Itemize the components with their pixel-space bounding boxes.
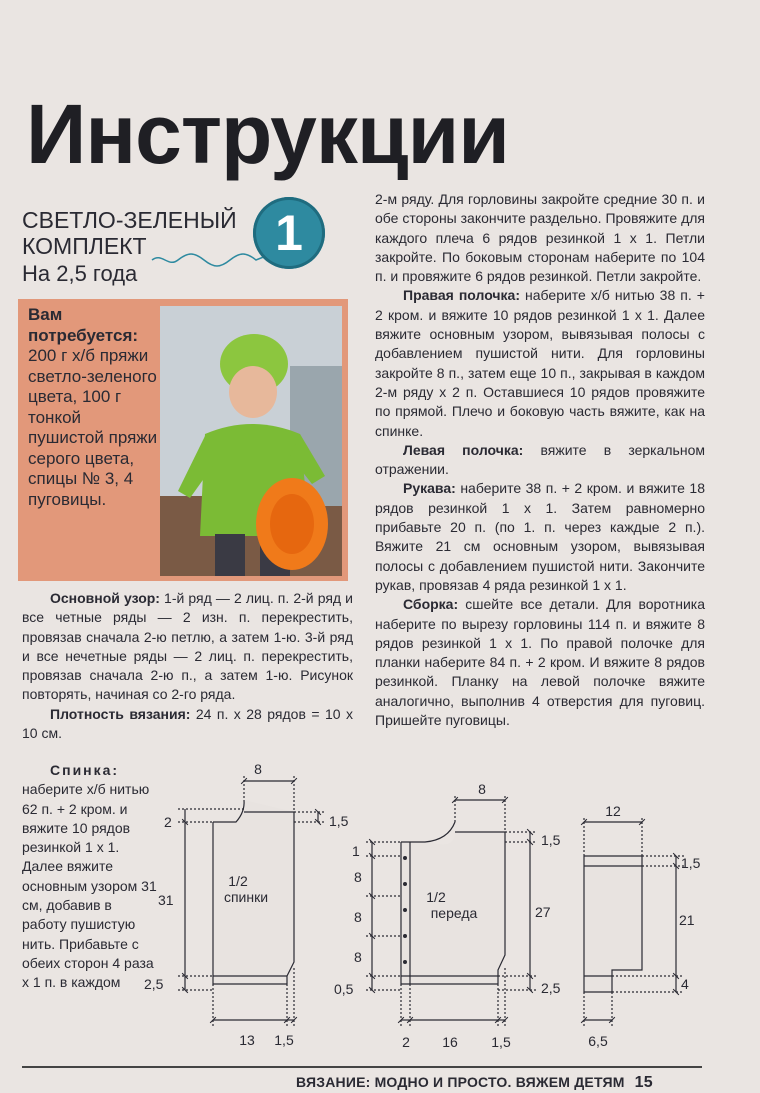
front-label-name: переда	[430, 905, 478, 921]
front-seg5: 0,5	[334, 981, 354, 997]
back-text: наберите х/б нитью 62 п. + 2 кром. и вяжите 10 рядов резинкой 1 х 1. Далее вяжите основным узором 31 см, добавив в работу пушистую нить. Прибавьте с обеих сторон 4 раза х 1 п. в каждом	[22, 781, 157, 991]
back-top-width: 8	[254, 761, 262, 777]
footer	[296, 1074, 653, 1092]
back-continued-paragraph: 2-м ряду. Для горловины закройте средние 30 п. и обе стороны закончите раздельно. Провяжите для каждого плеча 6 рядов резинкой 1 х 1. Петли закройте. По боковым сторонам наберите по 104 п. и провяжите 6 рядов резинкой. Петли закройте.	[375, 191, 705, 285]
materials-list: 200 г х/б пряжи светло-зеленого цвета, 100 г тонкой пушистой пряжи серого цвета, спицы № 3, 4 пуговицы.	[28, 346, 158, 509]
back-bottom-right: 1,5	[274, 1032, 294, 1048]
back-label-fraction: 1/2	[228, 873, 248, 889]
front-top-width: 8	[478, 781, 486, 797]
left-front-label: Левая полочка:	[403, 441, 524, 458]
back-left-top: 2	[164, 814, 172, 830]
back-bottom-left: 2,5	[144, 976, 164, 992]
density-text: 24 п. х 28 рядов = 10 х 10 см.	[22, 705, 353, 742]
right-front-label: Правая полочка:	[403, 287, 520, 304]
assembly-label: Сборка:	[403, 596, 459, 613]
front-seg3: 8	[354, 909, 362, 925]
front-bottom-right: 1,5	[491, 1034, 511, 1050]
sleeve-height: 21	[679, 912, 695, 928]
sleeve-cuff: 4	[681, 976, 689, 992]
front-bottom-left: 2	[402, 1034, 410, 1050]
sleeve-top-width: 12	[605, 803, 621, 819]
back-bottom-width: 13	[239, 1032, 255, 1048]
sleeves-label: Рукава:	[403, 480, 456, 497]
front-bottom-width: 16	[442, 1034, 458, 1050]
section-number: 1	[275, 205, 303, 261]
pattern-text: 1-й ряд — 2 лиц. п. 2-й ряд и все четные ряды — 2 изн. п. перекрестить, провязав сначала 2-ю петлю, а затем 1-ю. 3-й ряд и все нечетные ряды — 2 лиц. п. перекрестить, провязав сначала 2-ю п., а затем 1-ю. Рисунок повторять, начиная со 2-го ряда.	[22, 590, 353, 703]
front-bottom-right-height: 2,5	[541, 980, 561, 996]
section-name-line2: КОМПЛЕКТ	[22, 233, 147, 259]
sleeve-diagram	[584, 818, 684, 1026]
sleeve-right-top: 1,5	[681, 855, 701, 871]
front-seg2: 8	[354, 869, 362, 885]
back-label: Спинка:	[50, 762, 120, 778]
section-name-line1: СВЕТЛО-ЗЕЛЕНЫЙ	[22, 207, 237, 233]
assembly-text: сшейте все детали. Для воротника наберите по вырезу горловины 114 п. и вяжите 8 рядов резинкой 1 х 1. По правой полочке для планки наберите 84 п. + 2 кром. И вяжите 8 рядов резинкой. Планку на левой полочке вяжите аналогично, выполнив 4 отверстия для пуговиц. Пришейте пуговицы.	[375, 596, 705, 729]
front-seg1: 1	[352, 843, 360, 859]
sleeves-text: наберите 38 п. + 2 кром. и вяжите 18 рядов резинкой 1 х 1. Затем равномерно прибавьте 20 п. (по 1. п. через каждые 2 п.). Вяжите 21 см основным узором, вывязывая полосы с добавлением пушистой нити. Закончите рукав, провязав 4 ряда резинкой 1 х 1.	[375, 480, 705, 593]
back-right-top: 1,5	[329, 813, 349, 829]
front-right-top: 1,5	[541, 832, 561, 848]
back-label-name: спинки	[223, 889, 269, 905]
right-front-text: наберите х/б нитью 38 п. + 2 кром. и вяжите 10 рядов резинкой 1 х 1. Далее вяжите основным узором, вывязывая полосы с добавлением пушистой нити. Для горловины закройте 8 п., затем еще 10 п., закрывая в каждом 2-м ряду х 2 п. Оставшиеся 10 рядов провяжите по прямой. Плечо и боковую часть вяжите, как на спинке.	[375, 287, 705, 439]
back-height: 31	[158, 892, 174, 908]
front-seg4: 8	[354, 949, 362, 965]
density-label: Плотность вязания:	[50, 705, 191, 722]
pattern-label: Основной узор:	[50, 590, 160, 606]
sleeve-bottom-width: 6,5	[588, 1033, 608, 1049]
magazine-title: ВЯЗАНИЕ: МОДНО И ПРОСТО. ВЯЖЕМ ДЕТЯМ	[296, 1074, 625, 1090]
page-number: 15	[634, 1074, 653, 1091]
page-title: Инструкции	[26, 87, 509, 181]
front-height: 27	[535, 904, 551, 920]
materials-heading: Вам потребуется:	[28, 305, 139, 345]
footer-divider	[22, 1066, 702, 1068]
left-front-text: вяжите в зеркальном отражении.	[375, 441, 705, 478]
front-label-fraction: 1/2	[426, 889, 446, 905]
section-age: На 2,5 года	[22, 261, 138, 286]
